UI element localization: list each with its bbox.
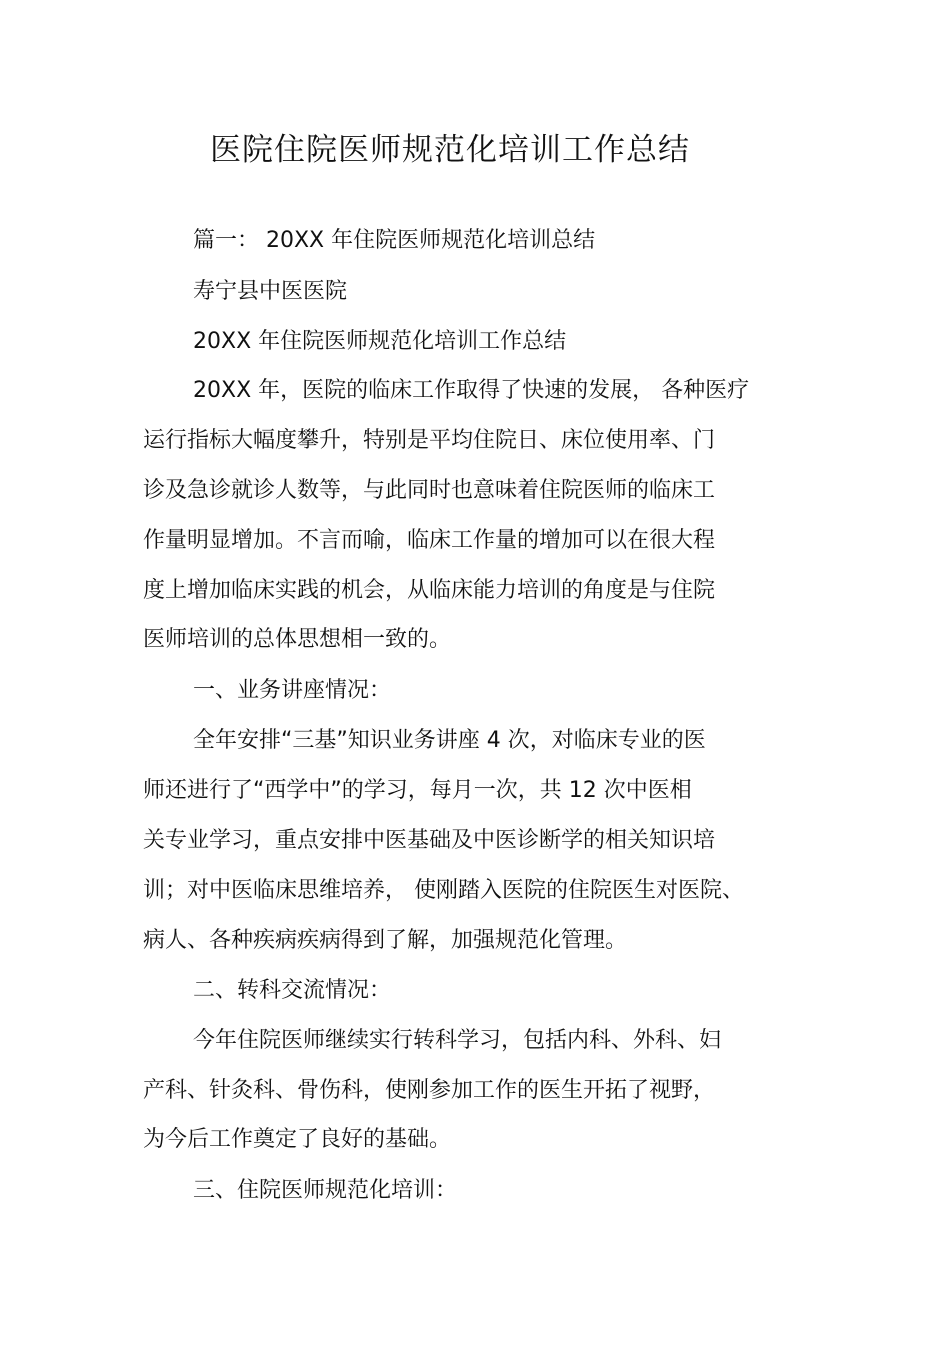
paragraph-line: 病人、各种疾病疾病得到了解，加强规范化管理。 [143,928,628,953]
paragraph-line: 训；对中医临床思维培养， 使刚踏入医院的住院医生对医院、 [143,878,744,903]
paragraph-line: 医师培训的总体思想相一致的。 [143,627,452,652]
paragraph-line: 度上增加临床实践的机会，从临床能力培训的角度是与住院 [143,578,716,603]
section-heading: 二、转科交流情况： [193,978,392,1003]
report-subtitle: 20XX 年住院医师规范化培训工作总结 [193,329,567,354]
paragraph-line: 诊及急诊就诊人数等，与此同时也意味着住院医师的临床工 [143,478,716,503]
paragraph-line: 作量明显增加。不言而喻，临床工作量的增加可以在很大程 [143,528,716,553]
paragraph-line: 为今后工作奠定了良好的基础。 [143,1127,452,1152]
paragraph-line: 运行指标大幅度攀升，特别是平均住院日、床位使用率、门 [143,428,716,453]
paragraph-line: 关专业学习，重点安排中医基础及中医诊断学的相关知识培 [143,828,716,853]
hospital-name: 寿宁县中医医院 [193,279,348,304]
paragraph-line: 全年安排“三基”知识业务讲座 4 次，对临床专业的医 [193,728,706,753]
paragraph-line: 今年住院医师继续实行转科学习，包括内科、外科、妇 [193,1028,722,1053]
paragraph-line: 产科、针灸科、骨伤科，使刚参加工作的医生开拓了视野， [143,1078,716,1103]
section-heading-part-one: 篇一： 20XX 年住院医师规范化培训总结 [193,228,596,253]
section-heading: 一、业务讲座情况： [193,678,392,703]
section-heading: 三、住院医师规范化培训： [193,1178,458,1203]
document-title: 医院住院医师规范化培训工作总结 [210,132,690,168]
paragraph-line: 师还进行了“西学中”的学习，每月一次，共 12 次中医相 [143,778,692,803]
paragraph-line: 20XX 年，医院的临床工作取得了快速的发展， 各种医疗 [193,378,750,403]
